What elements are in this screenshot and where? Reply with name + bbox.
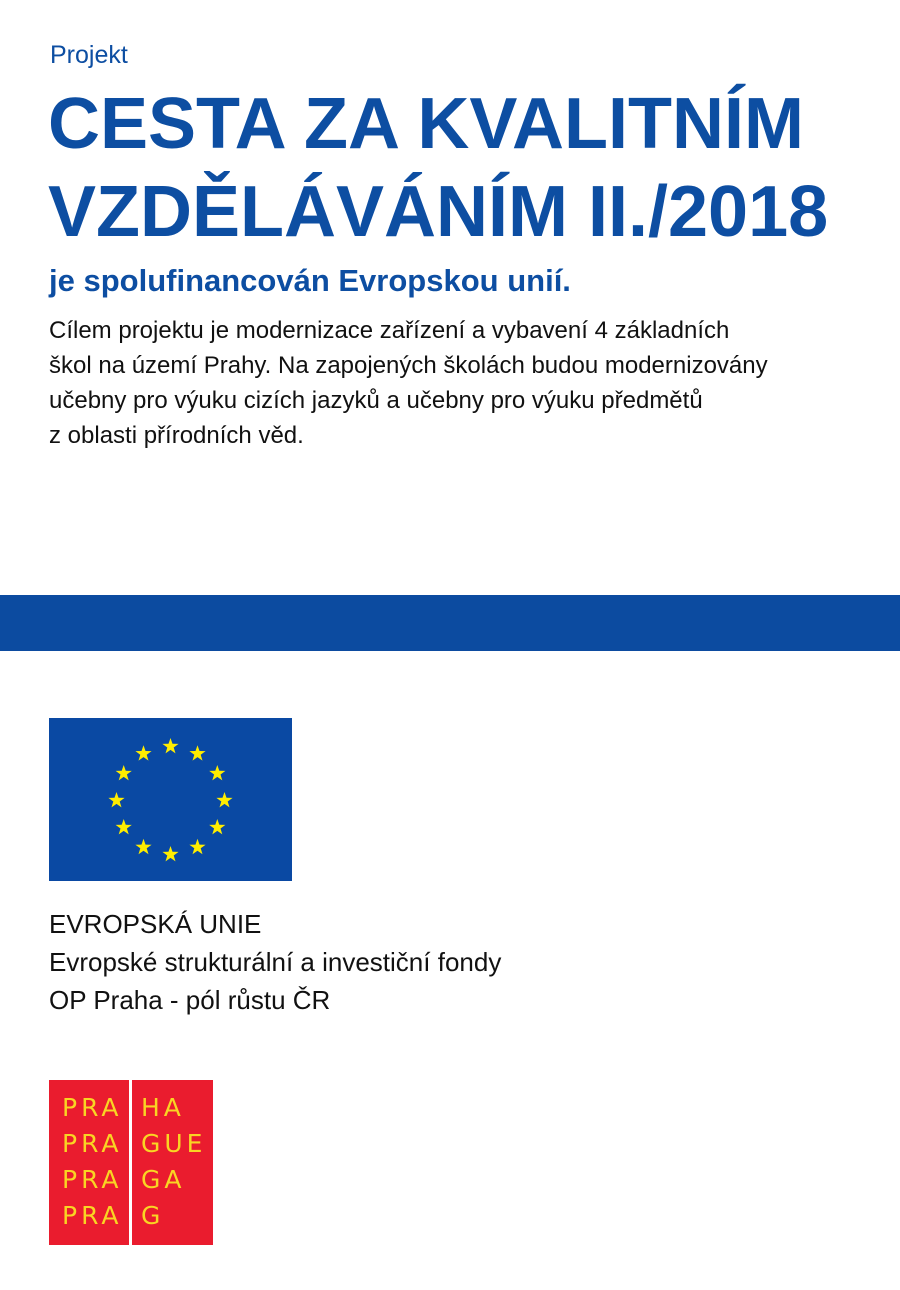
prague-logo-text: HA [141,1093,185,1122]
description-line: Cílem projektu je modernizace zařízení a vybavení 4 základních [49,317,730,344]
description-line: z oblasti přírodních věd. [49,422,304,449]
prague-logo-left-panel [49,1080,129,1245]
description-line: škol na území Prahy. Na zapojených školách budou modernizovány [49,352,768,379]
operational-programme-name: OP Praha - pól růstu ČR [49,985,331,1015]
project-title-line-2: VZDĚLÁVÁNÍM II./2018 [48,172,829,252]
prague-logo-text: PRA [62,1201,123,1230]
blue-divider-band [0,595,900,651]
prague-logo-text: G [141,1201,165,1230]
prague-logo-text: GUE [141,1129,207,1158]
prague-logo [49,1080,213,1245]
eu-funding-text [49,905,501,1019]
project-title [48,80,828,256]
cofinancing-subtitle: je spolufinancován Evropskou unií. [49,263,571,298]
project-label: Projekt [50,41,128,69]
prague-logo-text: PRA [62,1165,123,1194]
project-title-line-1: CESTA ZA KVALITNÍM [48,84,804,164]
eu-funds-name: Evropské strukturální a investiční fondy [49,947,502,977]
prague-logo-text: GA [141,1165,186,1194]
project-description [49,313,889,453]
eu-flag-icon [49,718,292,881]
description-line: učebny pro výuku cizích jazyků a učebny pro výuku předmětů [49,387,703,414]
prague-logo-text: PRA [62,1129,123,1158]
prague-logo-right-panel [132,1080,213,1245]
prague-logo-text: PRA [62,1093,123,1122]
eu-name: EVROPSKÁ UNIE [49,909,262,939]
